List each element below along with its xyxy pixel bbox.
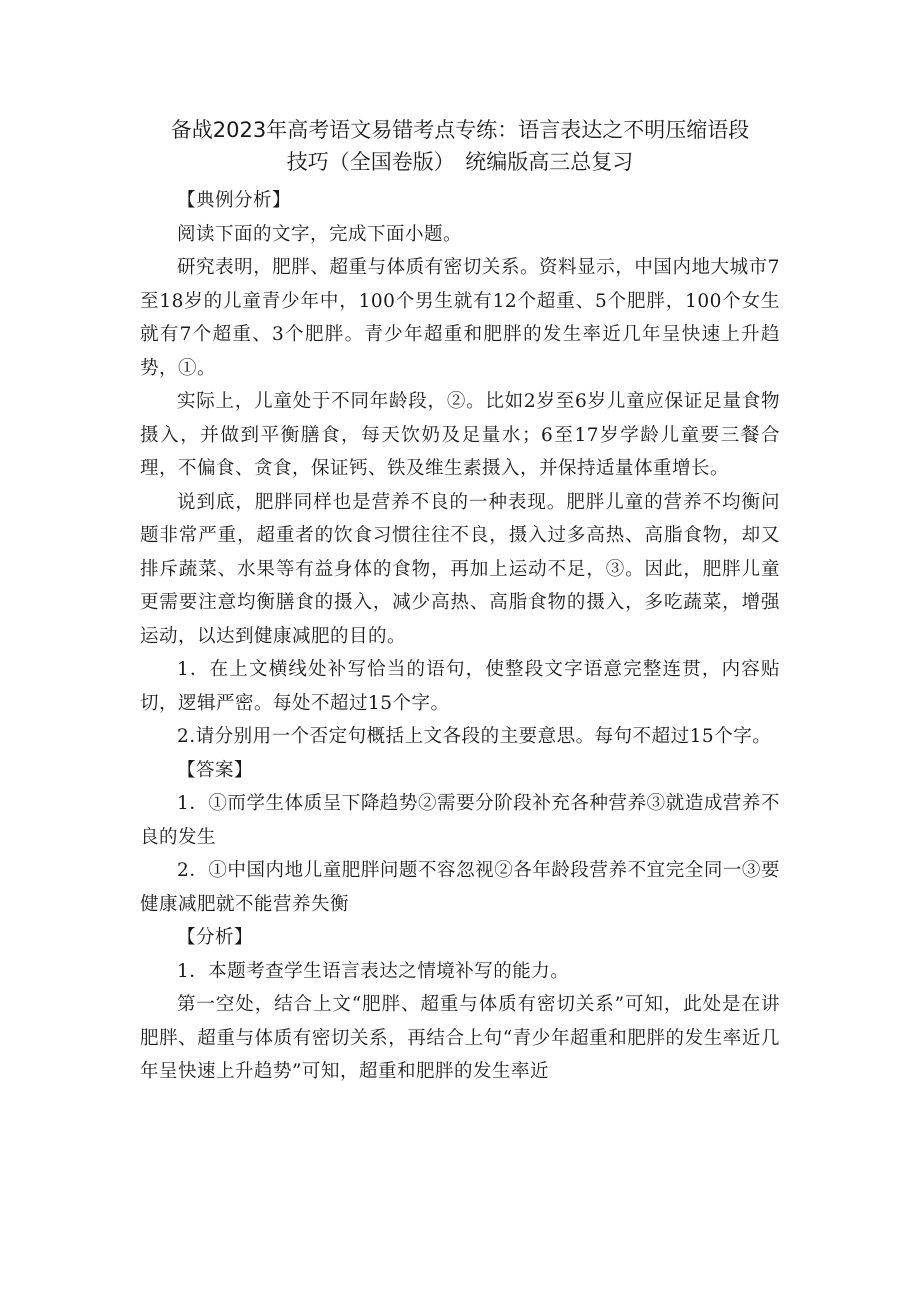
example-heading: 【典例分析】	[177, 190, 292, 211]
answer-heading: 【答案】	[177, 759, 254, 781]
answer-2: 2．①中国内地儿童肥胖问题不容忽视②各年龄段营养不宜完全同一③要健康减肥就不能营养失衡	[140, 860, 780, 915]
question-1: 1．在上文横线处补写恰当的语句，使整段文字语意完整连贯，内容贴切，逻辑严密。每处不超过15个字。	[140, 659, 780, 714]
document-title	[140, 114, 780, 178]
paragraph-2: 实际上，儿童处于不同年龄段，②。比如2岁至6岁儿童应保证足量食物摄入，并做到平衡膳食，每天饮奶及足量水；6至17岁学龄儿童要三餐合理，不偏食、贪食，保证钙、铁及维生素摄入，并保持适量体重增长。	[140, 391, 780, 479]
paragraph-1: 研究表明，肥胖、超重与体质有密切关系。资料显示，中国内地大城市7至18岁的儿童青少年中，100个男生就有12个超重、5个肥胖，100个女生就有7个超重、3个肥胖。青少年超重和肥胖的发生率近几年呈快速上升趋势，①。	[140, 257, 780, 379]
question-2: 2.请分别用一个否定句概括上文各段的主要意思。每句不超过15个字。	[177, 726, 772, 747]
title-line-2: 技巧（全国卷版） 统编版高三总复习	[286, 150, 634, 174]
analysis-2: 第一空处，结合上文“肥胖、超重与体质有密切关系”可知，此处是在讲肥胖、超重与体质有密切关系，再结合上句“青少年超重和肥胖的发生率近几年呈快速上升趋势”可知，超重和肥胖的发生率近	[140, 994, 780, 1082]
answer-1: 1．①而学生体质呈下降趋势②需要分阶段补充各种营养③就造成营养不良的发生	[140, 793, 780, 848]
analysis-heading: 【分析】	[177, 927, 254, 948]
title-line-1: 备战2023年高考语文易错考点专练：语言表达之不明压缩语段	[170, 118, 750, 142]
analysis-1: 1．本题考查学生语言表达之情境补写的能力。	[177, 960, 570, 982]
document-body	[140, 184, 780, 1089]
instruction: 阅读下面的文字，完成下面小题。	[177, 223, 463, 245]
paragraph-3: 说到底，肥胖同样也是营养不良的一种表现。肥胖儿童的营养不均衡问题非常严重，超重者的饮食习惯往往不良，摄入过多高热、高脂食物，却又排斥蔬菜、水果等有益身体的食物，再加上运动不足，③。因此，肥胖儿童更需要注意均衡膳食的摄入，减少高热、高脂食物的摄入，多吃蔬菜，增强运动，以达到健康减肥的目的。	[140, 491, 780, 647]
